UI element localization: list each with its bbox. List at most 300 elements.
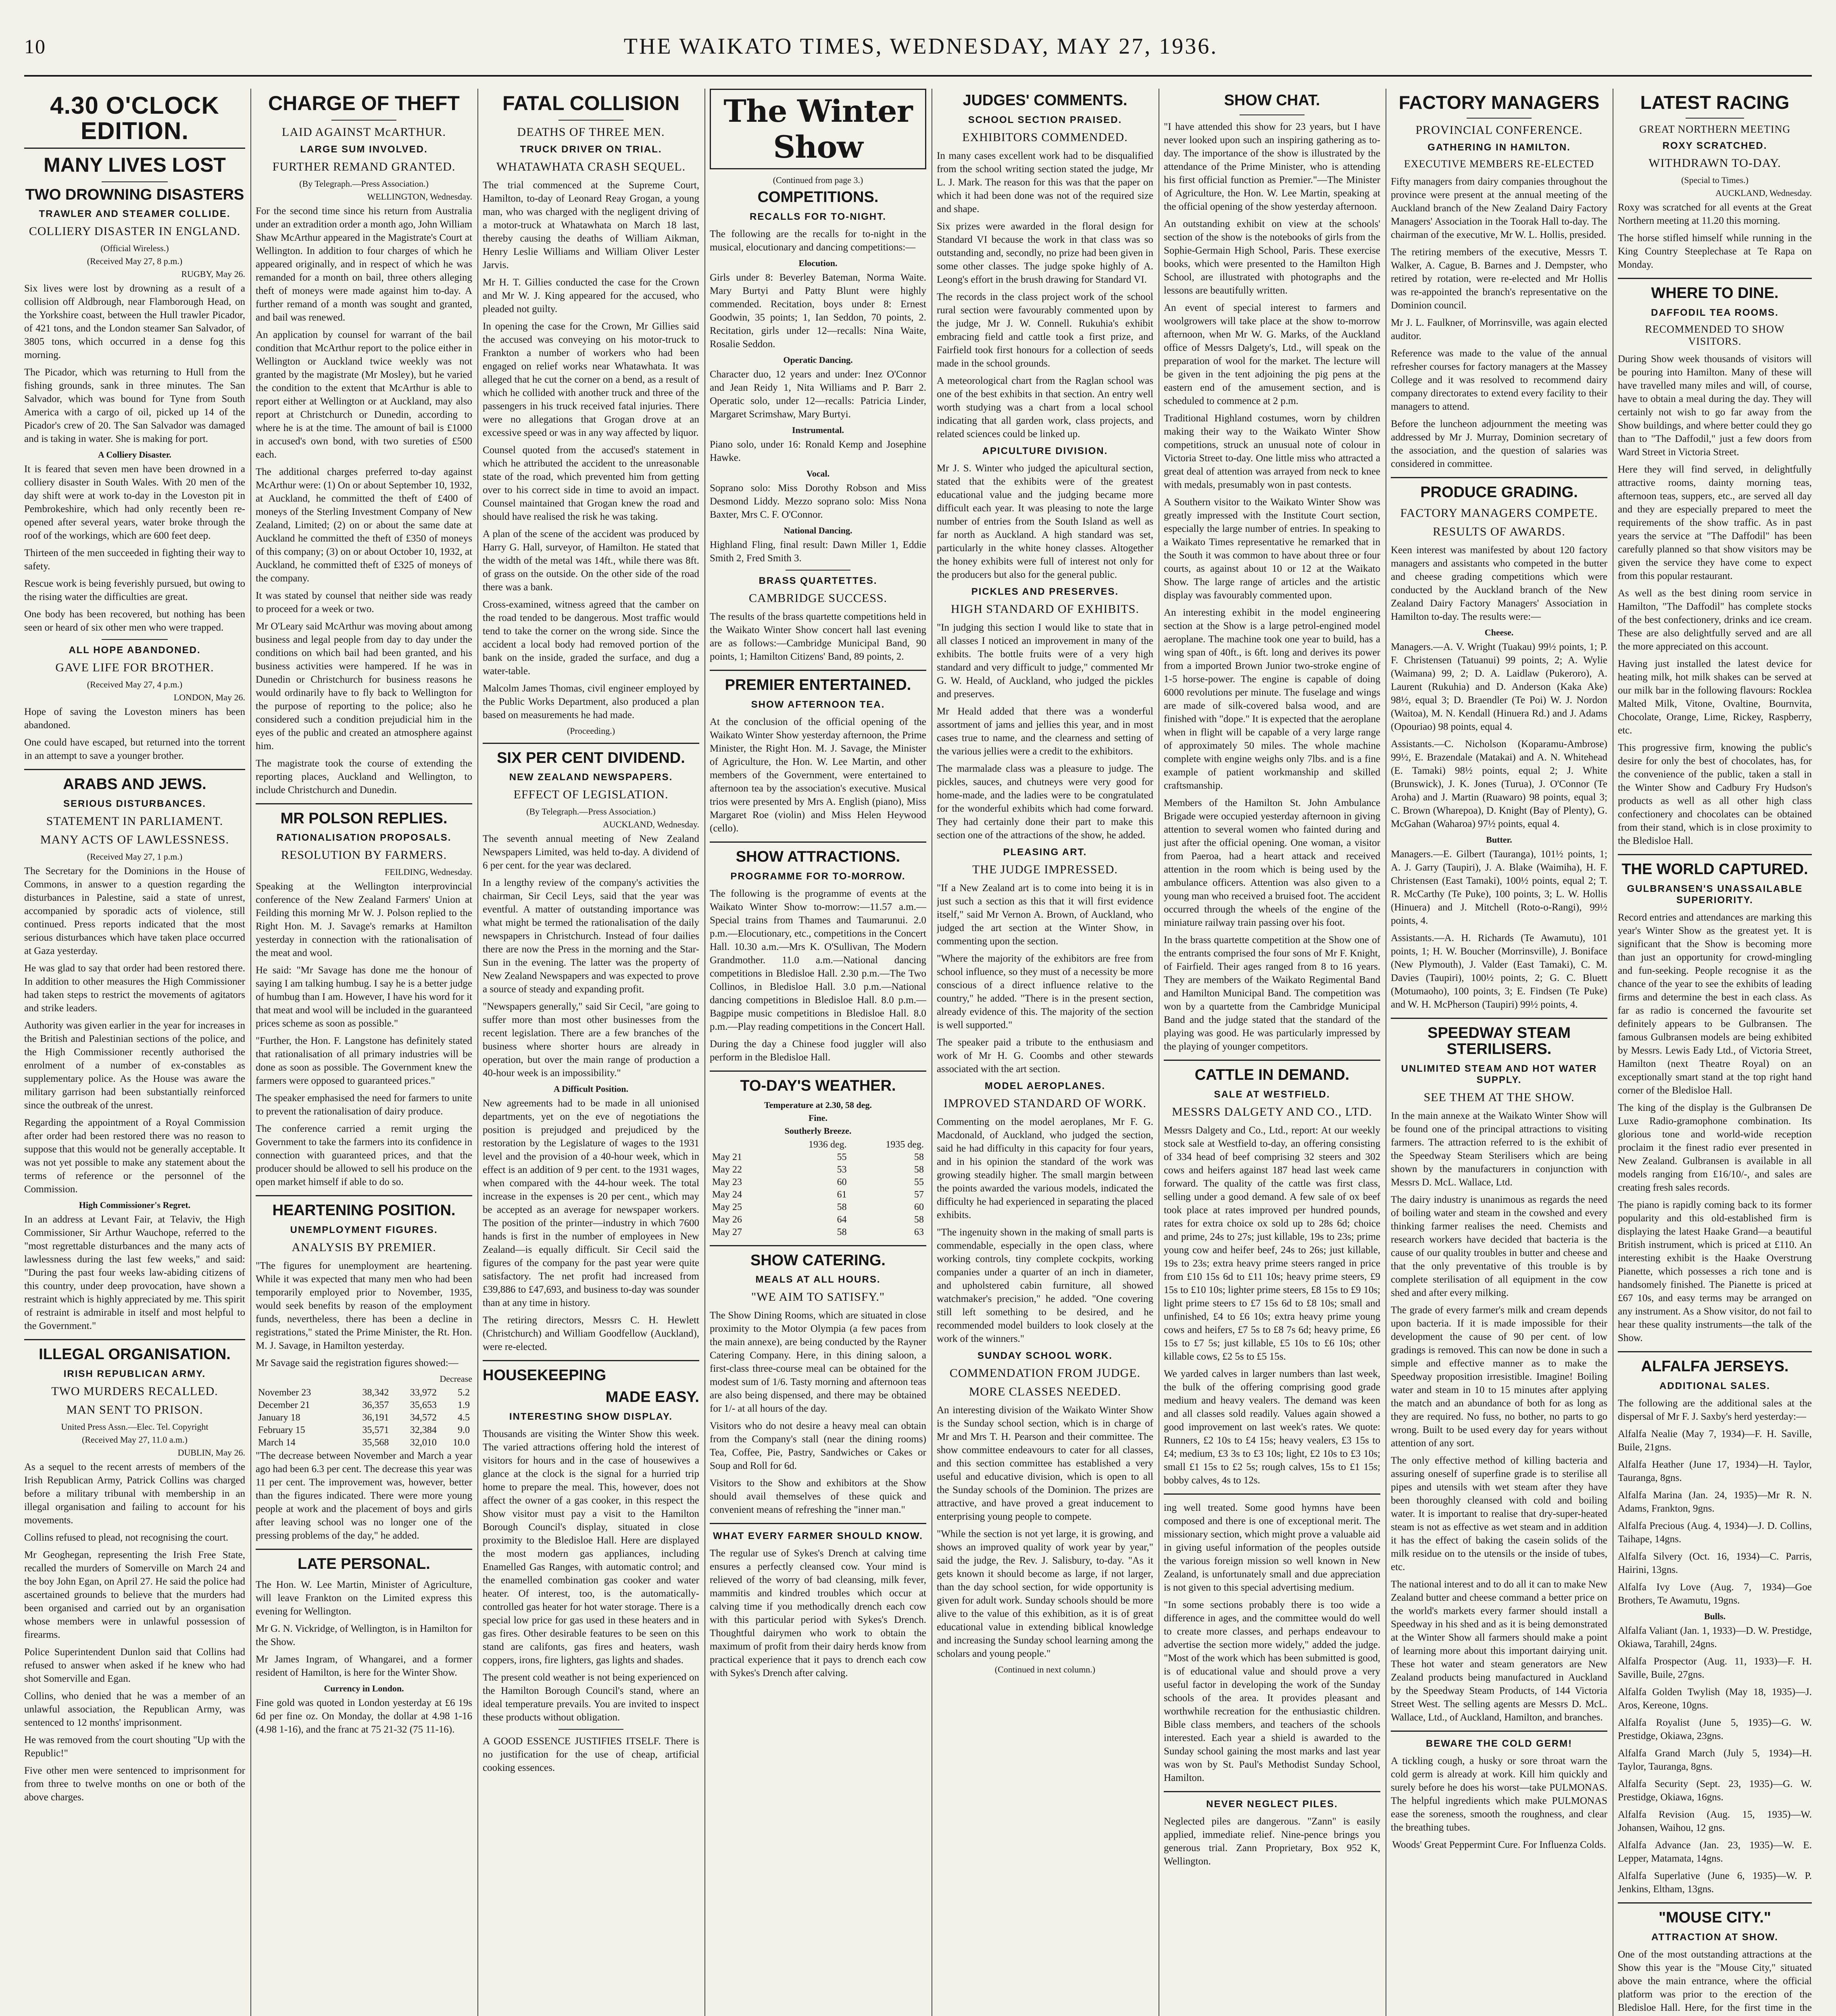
article-paragraph: Counsel quoted from the accused's statement in which he attributed the accident to the unreasonable state of the road, which prevented him from getting over to his correct side in time to avoid an impact. Counsel maintained that Grogan knew the road and should have realised the risk he was taking. — [483, 444, 699, 522]
table-row — [710, 1226, 926, 1239]
divider — [710, 1070, 926, 1072]
divider — [1391, 1018, 1607, 1019]
subheadline: MESSRS DALGETY AND CO., LTD. — [1172, 1105, 1372, 1118]
table-cell: 57 — [914, 1189, 924, 1200]
subheadline: "WE AIM TO SATISFY." — [751, 1290, 885, 1304]
article-paragraph: Visitors to the Show and exhibitors at the Show should avail themselves of these quick and convenient means of refreshing the "inner man." — [710, 1478, 926, 1516]
section-label: Bulls. — [1704, 1611, 1726, 1621]
table-cell: May 26 — [712, 1214, 742, 1225]
table-cell: 4.5 — [458, 1412, 470, 1423]
table-cell: 58 — [914, 1164, 924, 1175]
article-paragraph: Roxy was scratched for all events at the Great Northern meeting at 11.20 this morning. — [1618, 202, 1812, 227]
subheadline: UNLIMITED STEAM AND HOT WATER SUPPLY. — [1401, 1063, 1597, 1085]
article-paragraph: "While the section is not yet large, it is growing, and shows an improved quality of work year by year," said the judge, the Rev. J. Salisbury, to-day. "As it gets known it should become as large, if not larger, than the day school section, for wide opportunity is given for adult work. Sunday schools should be more alive to the value of this exhibition, as it is of great educational value in extending biblical knowledge and increasing the Sunday school learning among the scholars and young people." — [937, 1528, 1153, 1659]
article-paragraph: A Southern visitor to the Waikato Winter Show was greatly impressed with the Institute Court section, especially the large number of entries. In speaking to a Waikato Times representative he remarked that in the South it was common to have about three or four courts, as against about 10 or 12 at the Waikato Show. The large range of articles and the artistic display was favourably commented upon. — [1164, 496, 1380, 601]
table-row — [256, 1387, 472, 1399]
subheadline: SHOW AFTERNOON TEA. — [751, 699, 885, 710]
section-label: Vocal. — [806, 468, 830, 479]
table-cell: 58 — [837, 1227, 847, 1237]
subheadline: TRAWLER AND STEAMER COLLIDE. — [39, 208, 231, 220]
column-4 — [710, 89, 926, 2016]
article-paragraph: In the brass quartette competition at the Show one of the entrants comprised the four sons of Mr F. Knight, of Fairfield. Their ages ranged from 8 to 16 years. They are members of the Waikato Regimental Band and Hamilton Municipal Band. The competition was won by a quartette from the Cambridge Municipal Band and the judge stated that the standard of the playing was good. He was particularly impressed by the playing of younger competitors. — [1164, 934, 1380, 1052]
subheadline: SEE THEM AT THE SHOW. — [1423, 1090, 1575, 1104]
article-paragraph: Collins, who denied that he was a member of an unlawful association, the Republican Army, was sentenced to 12 months' imprisonment. — [24, 1691, 245, 1729]
headline: HEARTENING POSITION. — [272, 1202, 456, 1219]
list-item: Alfalfa Revision (Aug. 15, 1935)—W. Johansen, Waihou, 12 gns. — [1618, 1809, 1812, 1833]
list-item: Alfalfa Nealie (May 7, 1934)—F. H. Saville, Buile, 21gns. — [1618, 1428, 1812, 1453]
weather-wind: Southerly Breeze. — [784, 1125, 852, 1136]
subheadline: TRUCK DRIVER ON TRIAL. — [520, 144, 662, 155]
subheadline: GAVE LIFE FOR BROTHER. — [55, 661, 214, 675]
headline: LATEST RACING — [1640, 92, 1790, 113]
subheadline: UNEMPLOYMENT FIGURES. — [290, 1225, 438, 1236]
table-cell: 55 — [914, 1177, 924, 1187]
article-paragraph: The following are the additional sales at the dispersal of Mr F. J. Saxby's herd yesterday:— — [1618, 1397, 1812, 1422]
article-paragraph: Six lives were lost by drowning as a result of a collision off Aldbrough, near Flamborough Head, on the Yorkshire coast, between the Hull trawler Picador, of 421 tons, and the London steamer San Salvador, of 3805 tons, which occurred in a dense fog this morning. — [24, 283, 245, 361]
article-paragraph: The only effective method of killing bacteria and assuring oneself of superfine grade is to sterilise all pipes and utensils with wet steam after they have been thoroughly cleansed with cold and boiling water. It is important to realise that dry-super-heated steam is not as effective as wet steam and in addition it has the effect of baking the casein solids of the milk residue on to the utensils or the inside of tubes, etc. — [1391, 1455, 1607, 1572]
subheadline: SUNDAY SCHOOL WORK. — [977, 1350, 1113, 1361]
table-cell: 35,653 — [410, 1400, 437, 1411]
section-label: National Dancing. — [784, 525, 852, 535]
column-6 — [1164, 89, 1380, 2016]
divider — [483, 743, 699, 744]
article-paragraph: "The decrease between November and March a year ago had been 6.3 per cent. The decrease this year was 11 per cent. The improvement was, however, better than the figures indicated. There were more young people at work and the placement of boys and girls after leaving school was no longer one of the pressing problems of the day," he added. — [256, 1450, 472, 1541]
headline: ALFALFA JERSEYS. — [1641, 1358, 1789, 1375]
article-paragraph: The speaker paid a tribute to the enthusiasm and work of Mr H. G. Coombs and other stewards associated with the art section. — [937, 1037, 1153, 1075]
article-paragraph: For the second time since his return from Australia under an extradition order a month ago, John William Shaw McArthur appeared in the Magistrate's Court at Wellington. In addition to four charges of which he appeared originally, and in respect of which he was remanded for a month on bail, three others alleging theft of moneys were made against him to-day. A further remand of a month was sought and granted, and bail was renewed. — [256, 205, 472, 323]
received-line: (Received May 27, 1 p.m.) — [87, 852, 183, 862]
headline: ARABS AND JEWS. — [63, 776, 206, 793]
table-cell: 32,384 — [410, 1425, 437, 1436]
table-cell: 36,191 — [362, 1412, 389, 1423]
table-cell: 10.0 — [453, 1437, 470, 1448]
table-cell: November 23 — [258, 1387, 311, 1398]
article-paragraph: Mr G. N. Vickridge, of Wellington, is in Hamilton for the Show. — [256, 1623, 472, 1648]
subheadline: PICKLES AND PRESERVES. — [971, 586, 1119, 597]
headline: SHOW ATTRACTIONS. — [736, 848, 900, 865]
headline: TO-DAY'S WEATHER. — [740, 1077, 896, 1094]
subheadline: MAN SENT TO PRISON. — [66, 1403, 203, 1417]
subheadline: TWO MURDERS RECALLED. — [51, 1385, 218, 1398]
divider — [256, 1549, 472, 1550]
table-cell: 63 — [914, 1227, 924, 1237]
table-cell: 60 — [914, 1202, 924, 1212]
list-item: Alfalfa Prospector (Aug. 11, 1933)—F. H. Saville, Buile, 27gns. — [1618, 1656, 1812, 1680]
list-item: Alfalfa Heather (June 17, 1934)—H. Taylor, Tauranga, 8gns. — [1618, 1459, 1812, 1483]
weather-col-header — [710, 1139, 772, 1151]
subheadline: WITHDRAWN TO-DAY. — [1648, 156, 1781, 170]
article-paragraph: Mr J. L. Faulkner, of Morrinsville, was again elected auditor. — [1391, 317, 1607, 342]
divider — [1164, 1493, 1380, 1495]
headline: MANY LIVES LOST — [44, 154, 226, 176]
table-cell: May 22 — [712, 1164, 742, 1175]
article-paragraph: A plan of the scene of the accident was produced by Harry G. Hall, surveyor, of Hamilton. He stated that the width of the metal was 14ft., while there was 8ft. of grass on the outside. On the other side of the road there was a bank. — [483, 528, 699, 593]
subheadline: GATHERING IN HAMILTON. — [1428, 142, 1571, 153]
subheadline: CAMBRIDGE SUCCESS. — [748, 591, 888, 605]
article-paragraph: Girls under 8: Beverley Bateman, Norma Waite. Mary Burtyi and Patty Blunt were highly commended. Recitation, boys under 8: Ernest Goodwin, 35 points; 1, Ian Seddon, 70 points, 2. Recitation, girls under 12—recalls: Nina Waite, Rosalie Seddon. — [710, 272, 926, 350]
subheadline: RATIONALISATION PROPOSALS. — [276, 832, 452, 843]
article-paragraph: Cross-examined, witness agreed that the camber on the road tended to be dangerous. Most traffic would tend to take the corner on the wrong side. Since the accident a local body had removed portion of the bank on the inside, graded the surface, and dug a water-table. — [483, 599, 699, 677]
divider — [102, 639, 168, 640]
subheadline: GREAT NORTHERN MEETING — [1639, 123, 1791, 135]
subheadline: ANALYSIS BY PREMIER. — [292, 1241, 436, 1254]
headline: HOUSEKEEPING — [483, 1367, 606, 1384]
divider — [1618, 278, 1812, 279]
headline: SHOW CATERING. — [750, 1252, 886, 1269]
headline: MR POLSON REPLIES. — [280, 810, 448, 827]
section-label: A Colliery Disaster. — [98, 450, 171, 460]
subheadline: RECALLS FOR TO-NIGHT. — [750, 211, 886, 222]
article-paragraph: In opening the case for the Crown, Mr Gillies said the accused was conveying on his motor-truck to Frankton a number of workers who had been engaged on relief works near Whatawhata. It was alleged that he cut the corner on a bend, as a result of which he collided with another truck and three of the passengers in his truck received fatal injuries. There were no allegations that Grogan drove at an excessive speed or was in any way affected by liquor. — [483, 321, 699, 438]
column-3 — [483, 89, 699, 2016]
dateline: AUCKLAND, Wednesday. — [1715, 188, 1812, 198]
article-paragraph: A GOOD ESSENCE JUSTIFIES ITSELF. There is no justification for the use of cheap, artificial cooking essences. — [483, 1736, 699, 1774]
table-cell: 58 — [914, 1214, 924, 1225]
divider — [1618, 1351, 1812, 1352]
article-paragraph: Character duo, 12 years and under: Inez O'Connor and Jean Reidy 1, Nita Williams and P. Barr 2. Operatic solo, under 12—recalls: Patricia Linder, Margaret Scrimshaw, Mary Burtyi. — [710, 369, 926, 420]
table-row — [256, 1424, 472, 1437]
article-paragraph: Mr Savage said the registration figures showed:— — [256, 1358, 458, 1369]
article-paragraph: "In some sections probably there is too wide a difference in ages, and the committee would do well to create more classes, and perhaps endeavour to advertise the section more widely," added the judge. "Most of the work which has been submitted is good, is of educational value and should prove a very useful factor in developing the work of the Sunday schools of the area. It provides pleasant and worthwhile recreation for the enthusiastic children. Bible class members, and teachers of the schools interested. Each year a shield is awarded to the Sunday school gaining the most marks and last year was won by St. Paul's Methodist Sunday School, Hamilton. — [1164, 1599, 1380, 1783]
section-label: Currency in London. — [324, 1683, 404, 1694]
article-paragraph: The present cold weather is not being experienced on the Hamilton Borough Council's stand, where an ideal temperature prevails. You are invited to inspect these products without obligation. — [483, 1672, 699, 1723]
article-paragraph: Visitors who do not desire a heavy meal can obtain from the Company's stall (near the dining rooms) Tea, Coffee, Pie, Pastry, Sandwiches or Cakes or Soup and Roll for 6d. — [710, 1420, 926, 1472]
article-paragraph: Thousands are visiting the Winter Show this week. The varied attractions offering hold the interest of visitors for hours and in the case of housewives a glance at the clock is the signal for a hurried trip home to prepare the meal. This, however, does not affect the owner of a gas cooker, in this respect the Show visitor must pay a visit to the Hamilton Borough Council's display, situated in close proximity to the Bledisloe Hall. Here are displayed the most modern gas appliances, including Enamelled Gas Ranges, with automatic control; and the enamelled combination gas cooker and water heater. Of interest, too, is the automatically-controlled gas heater for hot water storage. There is a special low price for gas used in these heaters and in gas fires. Other desirable features to be seen on this stand are califonts, gas fires and heaters, wash coppers, irons, fire lighters, gas lights and shades. — [483, 1429, 699, 1666]
article-paragraph: Commenting on the model aeroplanes, Mr F. G. Macdonald, of Auckland, who judged the section, said he had difficulty in this capacity for four years, and in his opinion the standard of the work was growing steadily higher. The small margin between the points awarded the various models, indicated the difficulty he had experienced in separating the placed exhibits. — [937, 1116, 1153, 1220]
article-paragraph: We yarded calves in larger numbers than last week, the bulk of the offering comprising good grade medium and heavy vealers. The demand was keen and all classes sold readily. Values again showed a good improvement on last week's rates. We quote: Runners, £2 10s to £4 15s; heavy vealers, £3 15s to £4; medium, £3 3s to £3 10s; light, £2 10s to £3 10s; small £1 15s to £2 5s; rough calves, 15s to £1 15s; bobby calves, 4s to 12s. — [1164, 1368, 1380, 1486]
article-paragraph: In an address at Levant Fair, at Telaviv, the High Commissioner, Sir Arthur Wauchope, referred to the "most regrettable disturbances and the many acts of lawlessness during the last few weeks," and said: "During the past four weeks law-abiding citizens of this country, under deep provocation, have shown a restraint which is highly appreciated by me. This spirit of restraint is admirable in itself and most helpful to the Government." — [24, 1214, 245, 1332]
divider — [1467, 118, 1532, 119]
article-paragraph: Rescue work is being feverishly pursued, but owing to the rising water the difficulties are great. — [24, 578, 245, 603]
table-cell: May 23 — [712, 1177, 742, 1187]
advert-headline: BEWARE THE COLD GERM! — [1425, 1738, 1573, 1749]
article-paragraph: The conference carried a remit urging the Government to take the farmers into its confidence in connection with guaranteed prices, and that the producer should be allowed to sell his produce on the open market himself if able to do so. — [256, 1123, 472, 1188]
article-paragraph: An outstanding exhibit on view at the schools' section of the show is the notebooks of girls from the Sophie-Germain High School, Paris. These exercise books, which were presented to the Hamilton High School, are illustrated with photographs and the lessons are beautifully written. — [1164, 218, 1380, 296]
subheadline: MEALS AT ALL HOURS. — [755, 1274, 881, 1285]
divider — [559, 120, 623, 121]
table-cell: May 21 — [712, 1152, 742, 1162]
article-paragraph: Assistants.—C. Nicholson (Koparamu-Ambrose) 99½, E. Brazendale (Matakai) and A. N. Whitehead (E. Tamaki) 98½ points, equal 2; J. White (Brunswick), J. K. Jones (Turua), J. O'Connor (Te Aroha) and J. Martin (Ruawaro) 98 points, equal 3; C. Brown (Wharepoa), D. Knight (Bay of Plenty), G. McGahan (Waharoa) 97½ points, equal 4. — [1391, 739, 1607, 830]
subheadline: TWO DROWNING DISASTERS — [25, 186, 244, 203]
table-row — [710, 1151, 926, 1164]
divider — [710, 1245, 926, 1246]
subheadline: SCHOOL SECTION PRAISED. — [968, 114, 1122, 125]
column-divider — [477, 89, 478, 2016]
list-item: Alfalfa Security (Sept. 23, 1935)—G. W. Prestidge, Okiawa, 16gns. — [1618, 1778, 1812, 1803]
divider — [710, 1523, 926, 1524]
subheadline: PLEASING ART. — [1003, 846, 1087, 858]
page-number: 10 — [24, 35, 46, 58]
article-paragraph: Here they will find served, in delightfully attractive rooms, dainty morning teas, afternoon teas, suppers, etc., are served all day and they are especially prepared to meet the requirements of the show traffic. As in past years the service at "The Daffodil" has been carefully planned so that show visitors may be given the service they have come to expect from this popular restaurant. — [1618, 464, 1812, 582]
table-cell: 34,572 — [410, 1412, 437, 1423]
article-paragraph: Managers.—E. Gilbert (Tauranga), 101½ points, 1; A. J. Garry (Taupiri), J. A. Blake (Waimiha), H. F. Christensen (East Tamaki), 100½ points, equal 2; T. R. McCarthy (Te Puke), 100 points, 3; L. W. Hollis (Hinuera) and J. Mitchell (Roto-o-Rangi), 99½ points, 4. — [1391, 849, 1607, 927]
divider — [1618, 854, 1812, 855]
column-divider — [250, 89, 251, 2016]
article-paragraph: He was glad to say that order had been restored there. In addition to other measures the High Commissioner had taken steps to restrict the movements of agitators and strike leaders. — [24, 963, 245, 1014]
headline: LATE PERSONAL. — [298, 1556, 430, 1573]
received-line: (Received May 27, 8 p.m.) — [87, 256, 183, 267]
article-paragraph: Having just installed the latest device for heating milk, hot milk shakes can be served at our milk bar in the following flavours: Rocklea Malted Milk, Vitone, Ovaltine, Bournvita, Chocolate, Orange, Lime, Rickey, Raspberry, etc. — [1618, 658, 1812, 736]
article-paragraph: In many cases excellent work had to be disqualified from the school writing section stated the judge, Mr L. J. Mark. The reason for this was that the paper on which it had been done was not of the required size and shape. — [937, 150, 1153, 215]
credit: (By Telegraph.—Press Association.) — [299, 178, 429, 189]
article-paragraph: Thirteen of the men succeeded in fighting their way to safety. — [24, 548, 245, 572]
article-paragraph: This progressive firm, knowing the public's desire for only the best of chocolates, has, for the convenience of the public, taken a stall in the Winter Show and Cadbury Fry Hudson's products as well as all other high class confectionery and chocolates can be obtained from their stand, which is in close proximity to the Bledisloe Hall. — [1618, 742, 1812, 847]
subheadline: LARGE SUM INVOLVED. — [300, 144, 428, 155]
article-paragraph: "In judging this section I would like to state that in all classes I noticed an improvement in many of the exhibits. The bottle fruits were of a very high standard and very difficult to judge," commented Mr G. W. Heald, of Auckland, who judged the pickles and preserves. — [937, 622, 1153, 700]
subheadline: MORE CLASSES NEEDED. — [969, 1385, 1121, 1398]
article-paragraph: Police Superintendent Dunlon said that Collins had refused to answer when asked if he knew who had shot Somerville and Egan. — [24, 1647, 245, 1685]
article-paragraph: "Where the majority of the exhibitors are free from school influence, so they must of a necessity be more conscious of a direct influence relative to the country," he added. "There is in the present section, already evidence of this. The majority of the section is well supported." — [937, 953, 1153, 1031]
divider — [710, 670, 926, 671]
list-item: Alfalfa Precious (Aug. 4, 1934)—J. D. Collins, Taihape, 14gns. — [1618, 1520, 1812, 1545]
article-paragraph: Members of the Hamilton St. John Ambulance Brigade were occupied yesterday afternoon in giving attention to several women who fainted during and just after the official opening. One woman, a visitor from Paeroa, had a heart attack and received attention in the room which is being used by the ambulance officers. Attention was also given to a young man who received a bruised foot. The accident occurred through the wheels of the engine of the miniature railway train passing over his foot. — [1164, 797, 1380, 928]
table-cell: 38,342 — [362, 1387, 389, 1398]
weather-table — [710, 1139, 926, 1239]
article-paragraph: The seventh annual meeting of New Zealand Newspapers Limited, was held to-day. A dividend of 6 per cent. for the year was declared. — [483, 833, 699, 871]
article-paragraph: It is feared that seven men have been drowned in a colliery disaster in South Wales. With 20 men of the day shift were at work to-day in the Loveston pit in Pembrokeshire, which had only recently been re-opened after several years, water broke through the roof of the workings, which are 600 feet deep. — [24, 464, 245, 541]
subheadline: PROGRAMME FOR TO-MORROW. — [730, 871, 906, 882]
dateline: WELLINGTON, Wednesday. — [367, 191, 472, 202]
article-paragraph: An application by counsel for warrant of the bail condition that McArthur report to the police either in Wellington or Auckland twice weekly was not granted by the magistrate (Mr Mosley), but he varied the condition to the extent that McArthur is able to report either at Wellington or at Auckland, may also report at Christchurch or Dunedin, according to where he is at the time. The amount of bail is £1000 in accused's own bond, with two sureties of £500 each. — [256, 329, 472, 460]
list-item: Alfalfa Silvery (Oct. 16, 1934)—C. Parris, Hairini, 13gns. — [1618, 1551, 1812, 1575]
subheadline: GULBRANSEN'S UNASSAILABLE SUPERIORITY. — [1627, 883, 1803, 906]
subheadline: STATEMENT IN PARLIAMENT. — [46, 814, 223, 828]
subheadline: WHAT EVERY FARMER SHOULD KNOW. — [713, 1531, 923, 1542]
subheadline: IRISH REPUBLICAN ARMY. — [63, 1368, 206, 1380]
continued-note: (Continued in next column.) — [994, 1664, 1096, 1674]
article-paragraph: Keen interest was manifested by about 120 factory managers and assistants who competed in the butter and cheese grading competitions which were conducted by the Auckland branch of the New Zealand Dairy Factory Managers' Association in Hamilton to-day. The results were:— — [1391, 545, 1607, 623]
continued-note: (Continued from page 3.) — [773, 175, 863, 185]
article-paragraph: The dairy industry is unanimous as regards the need of boiling water and steam in the cowshed and every thinking farmer realises the need. Chemists and research workers have decided that bacteria is the cause of our quality troubles in butter and cheese and that the only preventative of this trouble is by complete sterilisation of all equipment in the cow shed and after every milking. — [1391, 1194, 1607, 1298]
article-paragraph: As well as the best dining room service in Hamilton, "The Daffodil" has complete stocks of the best confectionery, drinks and ice cream. These are also delightfully served and are all the more appreciated on this account. — [1618, 588, 1812, 652]
subheadline: WHATAWHATA CRASH SEQUEL. — [496, 160, 686, 173]
headline: CATTLE IN DEMAND. — [1194, 1066, 1350, 1083]
headline: PRODUCE GRADING. — [1420, 484, 1578, 501]
article-paragraph: The trial commenced at the Supreme Court, Hamilton, to-day of Leonard Reay Grogan, a young man, who was charged with the negligent driving of a motor-truck at Whatawhata on March 18 last, thereby causing the deaths of William Aikman, Henry Leslie Williams and William Oliver Lester Jarvis. — [483, 179, 699, 271]
table-cell: 58 — [914, 1152, 924, 1162]
article-paragraph: Regarding the appointment of a Royal Commission after order had been restored there was no reason to suppose that this would not be generally acceptable. It was not yet possible to make any statement about the terms of reference or the personnel of the Commission. — [24, 1117, 245, 1195]
list-item: Alfalfa Advance (Jan. 23, 1935)—W. E. Lepper, Matamata, 14gns. — [1618, 1839, 1812, 1864]
divider — [1391, 477, 1607, 478]
subheadline: SERIOUS DISTURBANCES. — [63, 798, 206, 810]
article-paragraph: An interesting exhibit in the model engineering section at the Show is a large petrol-engined model aeroplane. The machine took one year to build, has a wing span of 40ft., is 6ft. long and derives its power from a imported Brown Junior two-stroke engine of 1-5 horse-power. The engine is capable of doing 6000 revolutions per minute. The fuselage and wings are made of silk-covered balsa wood, and are finished with "dope." It is expected that the aeroplane when in flight will be capable of a very large range of approximately 50 miles. The whole machine complete with engine weighs only 7lbs. and is a fine example of patient workmanship and skilled craftsmanship. — [1164, 607, 1380, 791]
credit: (Official Wireless.) — [100, 243, 169, 254]
article-paragraph: As a sequel to the recent arrests of members of the Irish Republican Army, Patrick Collins was charged before a military tribunal with membership in an illegal organisation and failing to account for his movements. — [24, 1462, 245, 1526]
table-cell: 58 — [837, 1202, 847, 1212]
divider — [1164, 1060, 1380, 1061]
article-paragraph: In a lengthy review of the company's activities the chairman, Sir Cecil Leys, said that the year was eventful. A matter of outstanding importance was what might be termed the rationalisation of the daily newspapers in Christchurch. Instead of four dailies there are now the Press in the morning and the Star-Sun in the evening. The latter was the property of New Zealand Newspapers and was expected to prove a source of steady and expanding profit. — [483, 877, 699, 995]
table-row — [710, 1176, 926, 1189]
table-cell: 32,010 — [410, 1437, 437, 1448]
article-paragraph: One could have escaped, but returned into the torrent in an attempt to save a younger brother. — [24, 737, 245, 762]
subheadline: FACTORY MANAGERS COMPETE. — [1400, 506, 1598, 520]
section-label: Elocution. — [798, 258, 838, 268]
article-paragraph: The additional charges preferred to-day against McArthur were: (1) On or about September 10, 1932, at Auckland, he committed the theft of £400 of moneys of the Sterling Investment Company of New Zealand, Limited; (2) on or about the same date at Auckland he committed the theft of £350 of moneys of this company; (3) on or about October 10, 1932, at Auckland, he committed theft of £325 of moneys of the company. — [256, 466, 472, 584]
list-item: Alfalfa Marina (Jan. 24, 1935)—Mr R. N. Adams, Frankton, 9gns. — [1618, 1489, 1812, 1514]
credit: (By Telegraph.—Press Association.) — [526, 806, 656, 817]
article-paragraph: ing well treated. Some good hymns have been composed and there is one of exceptional merit. The missionary section, which might prove a valuable aid in giving useful information of the peoples outside the various foreign mission so well known in New Zealand, is unfortunately small and due appreciation is not given to this special advertising medium. — [1164, 1502, 1380, 1593]
table-cell: 55 — [837, 1152, 847, 1162]
headline: FATAL COLLISION — [502, 92, 679, 115]
headline: MADE EASY. — [605, 1389, 699, 1406]
article-paragraph: The grade of every farmer's milk and cream depends upon bacteria. If it is made impossible for their development the cause of 90 per cent. of low gradings is removed. This can now be done in such a simple and effective manner as to make the Speedway proposition irresistible. Imagine! Boiling water and steam in 10 to 15 minutes after applying the match and an abundance of both for as long as they are required. No fuss, no bother, no parts to go wrong. Built to be used every day for years without attention of any sort. — [1391, 1304, 1607, 1449]
article-paragraph: Collins refused to plead, not recognising the court. — [24, 1532, 229, 1543]
dateline: AUCKLAND, Wednesday. — [603, 819, 699, 830]
article-paragraph: Speaking at the Wellington interprovincial conference of the New Zealand Farmers' Union at Feilding this morning Mr W. J. Polson replied to the Right Hon. M. J. Savage's remarks at Hamilton yesterday in connection with the rationalisation of the meat and wool. — [256, 881, 472, 959]
table-cell: 61 — [837, 1189, 847, 1200]
article-paragraph: Messrs Dalgety and Co., Ltd., report: At our weekly stock sale at Westfield to-day, an offering consisting of 334 head of beef comprising 32 steers and 302 cows and heifers against 187 head last week came forward. The quality of the cattle was first class, selling under a good demand. A few sale of ox beef took place at rates improved per hundred pounds, rates for extra choice ox sold up to 28s 6d; choice and prime, 24s to 27s; just killable, 19s to 23s; prime young cow and heifer beef, 24s to 26s; just killable, 19s to 23s; extra heavy prime steers ranged in price from £10 15s 6d to £11 10s; heavy prime steers, £9 15s to £10 10s; lighter prime steers, £8 15s to £9 10s; light prime steers to £7 15s 6d to £8 10s; small and unfinished, £4 to £6 10s; extra heavy prime young cows and heifers, £7 5s to £8 7s 6d; heavy prime, £6 15s to £7 5s; just killable, £5 10s to £6 10s; other killable cows, £2 5s to £5 15s. — [1164, 1125, 1380, 1362]
subheadline: DEATHS OF THREE MEN. — [517, 125, 665, 139]
subheadline: THE JUDGE IMPRESSED. — [972, 862, 1118, 876]
dateline: RUGBY, May 26. — [181, 269, 245, 279]
divider — [559, 1729, 623, 1730]
subheadline: ADDITIONAL SALES. — [1659, 1380, 1770, 1391]
headline: COMPETITIONS. — [757, 189, 879, 206]
headline: WHERE TO DINE. — [1651, 285, 1779, 302]
article-paragraph: The marmalade class was a pleasure to judge. The pickles, sauces, and chutneys were very good for home-made, and the ladies were to be congratulated for the wonderful exhibits which had come forward. They had certainly done their part to make this section one of the attractions of the show, he added. — [937, 763, 1153, 841]
table-row — [710, 1164, 926, 1176]
article-paragraph: The Show Dining Rooms, which are situated in close proximity to the Motor Olympia (a few paces from the main annexe), are being conducted by the Rayner Catering Company. Here, in this dining saloon, a first-class three-course meal can be obtained for the modest sum of 1/6. Tasty morning and afternoon teas are also being dispensed, and there may be obtained for 1/- at all hours of the day. — [710, 1310, 926, 1414]
divider — [256, 803, 472, 804]
column-1 — [24, 89, 245, 2016]
subheadline: MANY ACTS OF LAWLESSNESS. — [40, 833, 229, 847]
divider — [1164, 1791, 1380, 1792]
dateline: LONDON, May 26. — [173, 692, 245, 703]
headline: THE WORLD CAPTURED. — [1621, 861, 1808, 878]
article-paragraph: Assistants.—A. H. Richards (Te Awamutu), 101 points, 1; H. W. Boucher (Morrinsville), J. Boniface (New Plymouth), J. Valder (East Tamaki), C. M. Davies (Taupiri), 100½ points, 2; G. C. Bluett (Motumaoho), 100 points, 3; E. Findsen (Te Puke) and W. H. McPherson (Taupiri) 99½ points, 4. — [1391, 933, 1607, 1010]
divider — [483, 1360, 699, 1361]
headline: SPEEDWAY STEAM STERILISERS. — [1428, 1025, 1571, 1058]
article-paragraph: An event of special interest to farmers and woolgrowers will take place at the show to-morrow afternoon, when Mr W. G. Marks, of the Auckland office of Messrs Dalgety's, Ltd., will speak on the preparation of wool for the market. The lecture will be given in the tent adjoining the pig pens at the eastern end of the amusement section, and is scheduled to commence at 2 p.m. — [1164, 302, 1380, 406]
dateline: DUBLIN, May 26. — [177, 1447, 245, 1458]
masthead-title: THE WAIKATO TIMES, WEDNESDAY, MAY 27, 1936. — [623, 34, 1218, 59]
article-paragraph: The retiring directors, Messrs C. H. Hewlett (Christchurch) and William Goodfellow (Auckland), were re-elected. — [483, 1315, 699, 1353]
subheadline: DAFFODIL TEA ROOMS. — [1651, 307, 1779, 319]
weather-temperature: Temperature at 2.30, 58 deg. — [764, 1100, 872, 1110]
article-paragraph: Mr O'Leary said McArthur was moving about among business and legal people from day to day under the conditions on which bail had been granted, and his business activities were hampered. If he was in Dunedin or Christchurch for business reasons he would ordinarily have to fly back to Wellington for the purpose of reporting to the police; also he considered such a condition prejudicial him in the eyes of the public and created an atmosphere against him. — [256, 621, 472, 752]
article-paragraph: The national interest and to do all it can to make New Zealand butter and cheese command a better price on the world's markets every farmer should install a Speedway in his shed and as it is being demonstrated at the Winter Show all farmers should make a point of learning more about this important dairying unit. These hot water and steam generators are New Zealand products being manufactured in Auckland by the Speedway Steam Products, of 144 Victoria Street West. The selling agents are Messrs D. McL. Wallace, Ltd., of Auckland, Hamilton, and branches. — [1391, 1579, 1607, 1723]
table-cell: February 15 — [258, 1425, 305, 1436]
divider — [1391, 1731, 1607, 1732]
divider — [24, 769, 245, 770]
subheadline: FURTHER REMAND GRANTED. — [272, 160, 456, 173]
article-paragraph: "Further, the Hon. F. Langstone has definitely stated that rationalisation of all primary industries will be done as soon as possible. The Government knew the farmers were opposed to guaranteed prices." — [256, 1035, 472, 1087]
table-cell: 9.0 — [458, 1425, 470, 1436]
subheadline: EXECUTIVE MEMBERS RE-ELECTED — [1404, 158, 1594, 170]
advert-text: A tickling cough, a husky or sore throat warn the cold germ is already at work. Kill him quickly and surely before he does his worst—take PULMONAS. The helpful ingredients which make PULMONAS ease the soreness, smooth the roughness, and clear the breathing tubes. — [1391, 1755, 1607, 1833]
article-paragraph: A meteorological chart from the Raglan school was one of the best exhibits in that section. An entry well worth studying was a chart from a local school indicating that all garden work, class projects, and related sciences could be linked up. — [937, 375, 1153, 439]
divider — [331, 120, 396, 121]
list-item: Alfalfa Golden Twylish (May 18, 1935)—J. Aros, Kereone, 10gns. — [1618, 1686, 1812, 1711]
article-paragraph: Piano solo, under 16: Ronald Kemp and Josephine Hawke. — [710, 439, 926, 463]
table-row — [256, 1437, 472, 1449]
subheadline: MODEL AEROPLANES. — [984, 1080, 1106, 1091]
column-7 — [1391, 89, 1607, 2016]
article-paragraph: Soprano solo: Miss Dorothy Robson and Miss Desmond Liddy. Mezzo soprano solo: Miss Nona Baxter, Mrs C. F. O'Connor. — [710, 482, 926, 520]
list-item: Alfalfa Ivy Love (Aug. 7, 1934)—Goe Brothers, Te Awamutu, 19gns. — [1618, 1581, 1812, 1606]
article-paragraph: Reference was made to the value of the annual refresher courses for factory managers at the Massey College and it was resolved to recommend dairy company directorates to extend every facility to their managers to attend. — [1391, 348, 1607, 412]
subheadline: INTERESTING SHOW DISPLAY. — [509, 1411, 673, 1422]
article-paragraph: Before the luncheon adjournment the meeting was addressed by Mr J. Murray, Dominion secretary of the association, and the question of salaries was considered in committee. — [1391, 419, 1607, 470]
table-cell: May 25 — [712, 1202, 742, 1212]
subheadline: ROXY SCRATCHED. — [1662, 140, 1767, 152]
table-cell: 60 — [837, 1177, 847, 1187]
article-paragraph: The Hon. W. Lee Martin, Minister of Agriculture, will leave Frankton on the Limited express this evening for Wellington. — [256, 1579, 472, 1617]
divider — [1686, 118, 1744, 119]
article-paragraph: The results of the brass quartette competitions held in the Waikato Winter Show concert hall last evening are as follows:—Cambridge Municipal Band, 90 points, 1; Hamilton Citizens' Band, 89 points, 2. — [710, 611, 926, 662]
masthead-rule — [24, 75, 1812, 77]
headline: SHOW CHAT. — [1224, 92, 1320, 109]
edition-banner: 4.30 O'CLOCK EDITION. — [24, 93, 245, 149]
article-paragraph: It was stated by counsel that neither side was ready to proceed for a week or two. — [256, 590, 472, 614]
article-paragraph: Mr J. S. Winter who judged the apicultural section, stated that the exhibits were of the greatest educational value and the judging became more difficult each year. It was pleasing to note the large number of entries from the South Island as well as far north as Auckland. A high standard was set, particularly in the white honey classes. Altogether the honey exhibits were full of interest not only for the producers but also for the general public. — [937, 462, 1153, 580]
table-cell: May 27 — [712, 1227, 742, 1237]
credit: United Press Assn.—Elec. Tel. Copyright — [61, 1422, 208, 1432]
list-item: Alfalfa Royalist (June 5, 1935)—G. W. Prestidge, Okiawa, 23gns. — [1618, 1717, 1812, 1741]
article-paragraph: "If a New Zealand art is to come into being it is in just such a section as this that it will first evidence itself," said Mr Vernon A. Brown, of Auckland, who judged the art section at the Winter Show, in commenting upon the section. — [937, 882, 1153, 947]
article-paragraph: Six prizes were awarded in the floral design for Standard VI because the work in that class was so outstanding and, secondly, no prize had been given in some other classes. The judge spoke highly of A. Leong's effort in the brush drawing for Standard VI. — [937, 221, 1153, 285]
table-cell: December 21 — [258, 1400, 310, 1411]
table-row — [256, 1412, 472, 1424]
article-paragraph: In the main annexe at the Waikato Winter Show will be found one of the principal attractions to visiting farmers. The attraction referred to is the exhibit of the Speedway Steam Sterilisers which are being shown by the manufacturers in conjunction with Messrs D. McL. Wallace, Ltd. — [1391, 1110, 1607, 1188]
article-paragraph: An interesting division of the Waikato Winter Show is the Sunday school section, which is in charge of Mr and Mrs T. H. Pearson and their committee. The show committee endeavours to cater for all classes, and this section committee has established a very useful and educative division, which is open to all the Sunday schools of the Dominion. The prizes are attractive, and have proved a great inducement to enterprising young people to compete. — [937, 1404, 1153, 1522]
article-paragraph: Five other men were sentenced to imprisonment for from three to twelve months on one or both of the above charges. — [24, 1765, 245, 1803]
list-item: Alfalfa Valiant (Jan. 1, 1933)—D. W. Prestidge, Okiawa, Tarahill, 24gns. — [1618, 1625, 1812, 1649]
winter-show-banner: The Winter Show — [710, 89, 926, 169]
article-paragraph: During the day a Chinese food juggler will also perform in the Bledisloe Hall. — [710, 1038, 926, 1063]
table-cell: 53 — [837, 1164, 847, 1175]
article-paragraph: "I have attended this show for 23 years, but I have never looked upon such an inspiring gathering as to-day. The importance of the show is illustrated by the attendance of the Prime Minister, who is attending his first official function as Premier."—The Minister of Agriculture, the Hon. W. Lee Martin, speaking at the official opening of the show yesterday afternoon. — [1164, 121, 1380, 212]
table-cell: 35,571 — [362, 1425, 389, 1436]
column-divider — [704, 89, 705, 2016]
section-label: A Difficult Position. — [553, 1084, 629, 1094]
headline: CHARGE OF THEFT — [268, 92, 460, 115]
section-label: Butter. — [1486, 835, 1512, 845]
table-header: Decrease — [440, 1374, 472, 1384]
article-paragraph: Managers.—A. V. Wright (Tuakau) 99½ points, 1; P. F. Christensen (Tatuanui) 99 points, 2; A. Wylie (Waimana) 99, 2; D. A. Laidlaw (Pukeroro), A. Laurent (Rukuhia) and D. Anderson (Kaka Ake) 98½, equal 3; D. Braendler (Te Poi) W. J. Nordon (Waitoa), M. N. Kendall (Hinuera Rd.) and J. Adams (Opouriao) 98 points, equal 4. — [1391, 641, 1607, 733]
article-paragraph: The regular use of Sykes's Drench at calving time ensures a perfectly cleansed cow. Your mind is relieved of the worry of bad cleansing, milk fever, mammitis and kindred troubles which occur at calving time if you methodically drench each cow with this particular period with Sykes's Drench. Thoughtful dairymen who work to obtain the maximum of profit from their dairy herds know from practical experience that it pays to drench each cow with Sykes's Drench after calving. — [710, 1548, 926, 1679]
article-paragraph: "The ingenuity shown in the making of small parts is commendable, especially in the open class, where working controls, tiny complete cockpits, working companies under a quarter of an inch in diameter, and upholstered cabin furniture, all showed watchmaker's precision," he added. "One covering still left something to be desired, and he recommended model builders to look closely at the work of the winners." — [937, 1227, 1153, 1344]
advert-text: Neglected piles are dangerous. "Zann" is easily applied, immediate relief. Nine-pence brings you generous trial. Zann Proprietary, Box 952 K, Wellington. — [1164, 1816, 1380, 1867]
table-cell: 5.2 — [458, 1387, 470, 1398]
subheadline: RESULTS OF AWARDS. — [1433, 525, 1565, 539]
list-item: Alfalfa Grand March (July 5, 1934)—H. Taylor, Tauranga, 8gns. — [1618, 1747, 1812, 1772]
article-paragraph: Fifty managers from dairy companies throughout the province were present at the annual meeting of the Auckland branch of the New Zealand Dairy Factory Managers' Association in the Toorak Hall to-day. The chairman of the executive, Mr W. L. Hollis, presided. — [1391, 176, 1607, 241]
headline: FACTORY MANAGERS — [1398, 92, 1600, 113]
subheadline: COLLIERY DISASTER IN ENGLAND. — [29, 225, 241, 238]
article-paragraph: "Newspapers generally," said Sir Cecil, "are going to suffer more than most other businesses from the recent legislation. There are a few branches of the business where shorter hours are already in operation, but over the main range of production a 40-hour week is an impossibility." — [483, 1001, 699, 1079]
table-row — [710, 1201, 926, 1214]
subheadline: NEW ZEALAND NEWSPAPERS. — [509, 772, 673, 783]
article-paragraph: One of the most outstanding attractions at the Show this year is the "Mouse City," situated above the main entrance, where the official platform was prior to the erection of the Bledisloe Hall. Here, for the first time in the — [1618, 1949, 1812, 2013]
article-paragraph: The king of the display is the Gulbransen De Luxe Radio-gramophone combination. Its glorious tone and world-wide reception proclaim it the finest radio ever presented in New Zealand. Gulbransen is available in all models ranging from £16/10/-, and sales are creating fresh sales records. — [1618, 1102, 1812, 1193]
article-paragraph: Traditional Highland costumes, worn by children making their way to the Waikato Winter Show competitions, struck an unusual note of colour in Victoria Street to-day. One little miss who attracted a great deal of attention was arrayed from neck to knee with medals, presumably won in past contests. — [1164, 412, 1380, 490]
divider — [102, 181, 168, 182]
subheadline: HIGH STANDARD OF EXHIBITS. — [951, 602, 1139, 616]
article-paragraph: Authority was given earlier in the year for increases in the British and Palestinian sections of the police, and the High Commissioner recently authorised the enrolment of a number of ex-constables as supplementary police. As the House was aware the military garrison had been substantially reinforced since the outbreak of the unrest. — [24, 1020, 245, 1111]
subheadline: EFFECT OF LEGISLATION. — [513, 788, 669, 802]
headline: SIX PER CENT DIVIDEND. — [497, 749, 685, 766]
article-paragraph: Highland Fling, final result: Dawn Miller 1, Eddie Smith 2, Fred Smith 3. — [710, 539, 926, 564]
advert-text: Woods' Great Peppermint Cure. For Influenza Colds. — [1392, 1839, 1606, 1850]
article-paragraph: The retiring members of the executive, Messrs T. Walker, A. Cague, B. Barnes and J. Dempster, who retired by rotation, were re-elected and Mr Hollis was re-appointed the branch's representative on the Dominion council. — [1391, 247, 1607, 311]
article-paragraph: Mr Geoghegan, representing the Irish Free State, recalled the murders of Somerville on March 24 and the boy John Egan, on April 27. He said the police had ascertained grounds to believe that the murders had been organised and carried out by an organisation whose members were in unlawful possession of firearms. — [24, 1549, 245, 1641]
table-cell: 64 — [837, 1214, 847, 1225]
headline: JUDGES' COMMENTS. — [963, 92, 1127, 109]
column-5 — [937, 89, 1153, 2016]
weather-col-header: 1936 deg. — [808, 1139, 847, 1150]
article-paragraph: At the conclusion of the official opening of the Waikato Winter Show yesterday afternoon, the Prime Minister, the Right Hon. M. J. Savage, the Minister of Agriculture, the Hon. W. Lee Martin, and other members of the Government, were entertained to afternoon tea by the association's executive. Musical trios were presented by Mrs A. English (piano), Miss Margaret Roe (violin) and Miss Helen Heywood (cello). — [710, 716, 926, 834]
